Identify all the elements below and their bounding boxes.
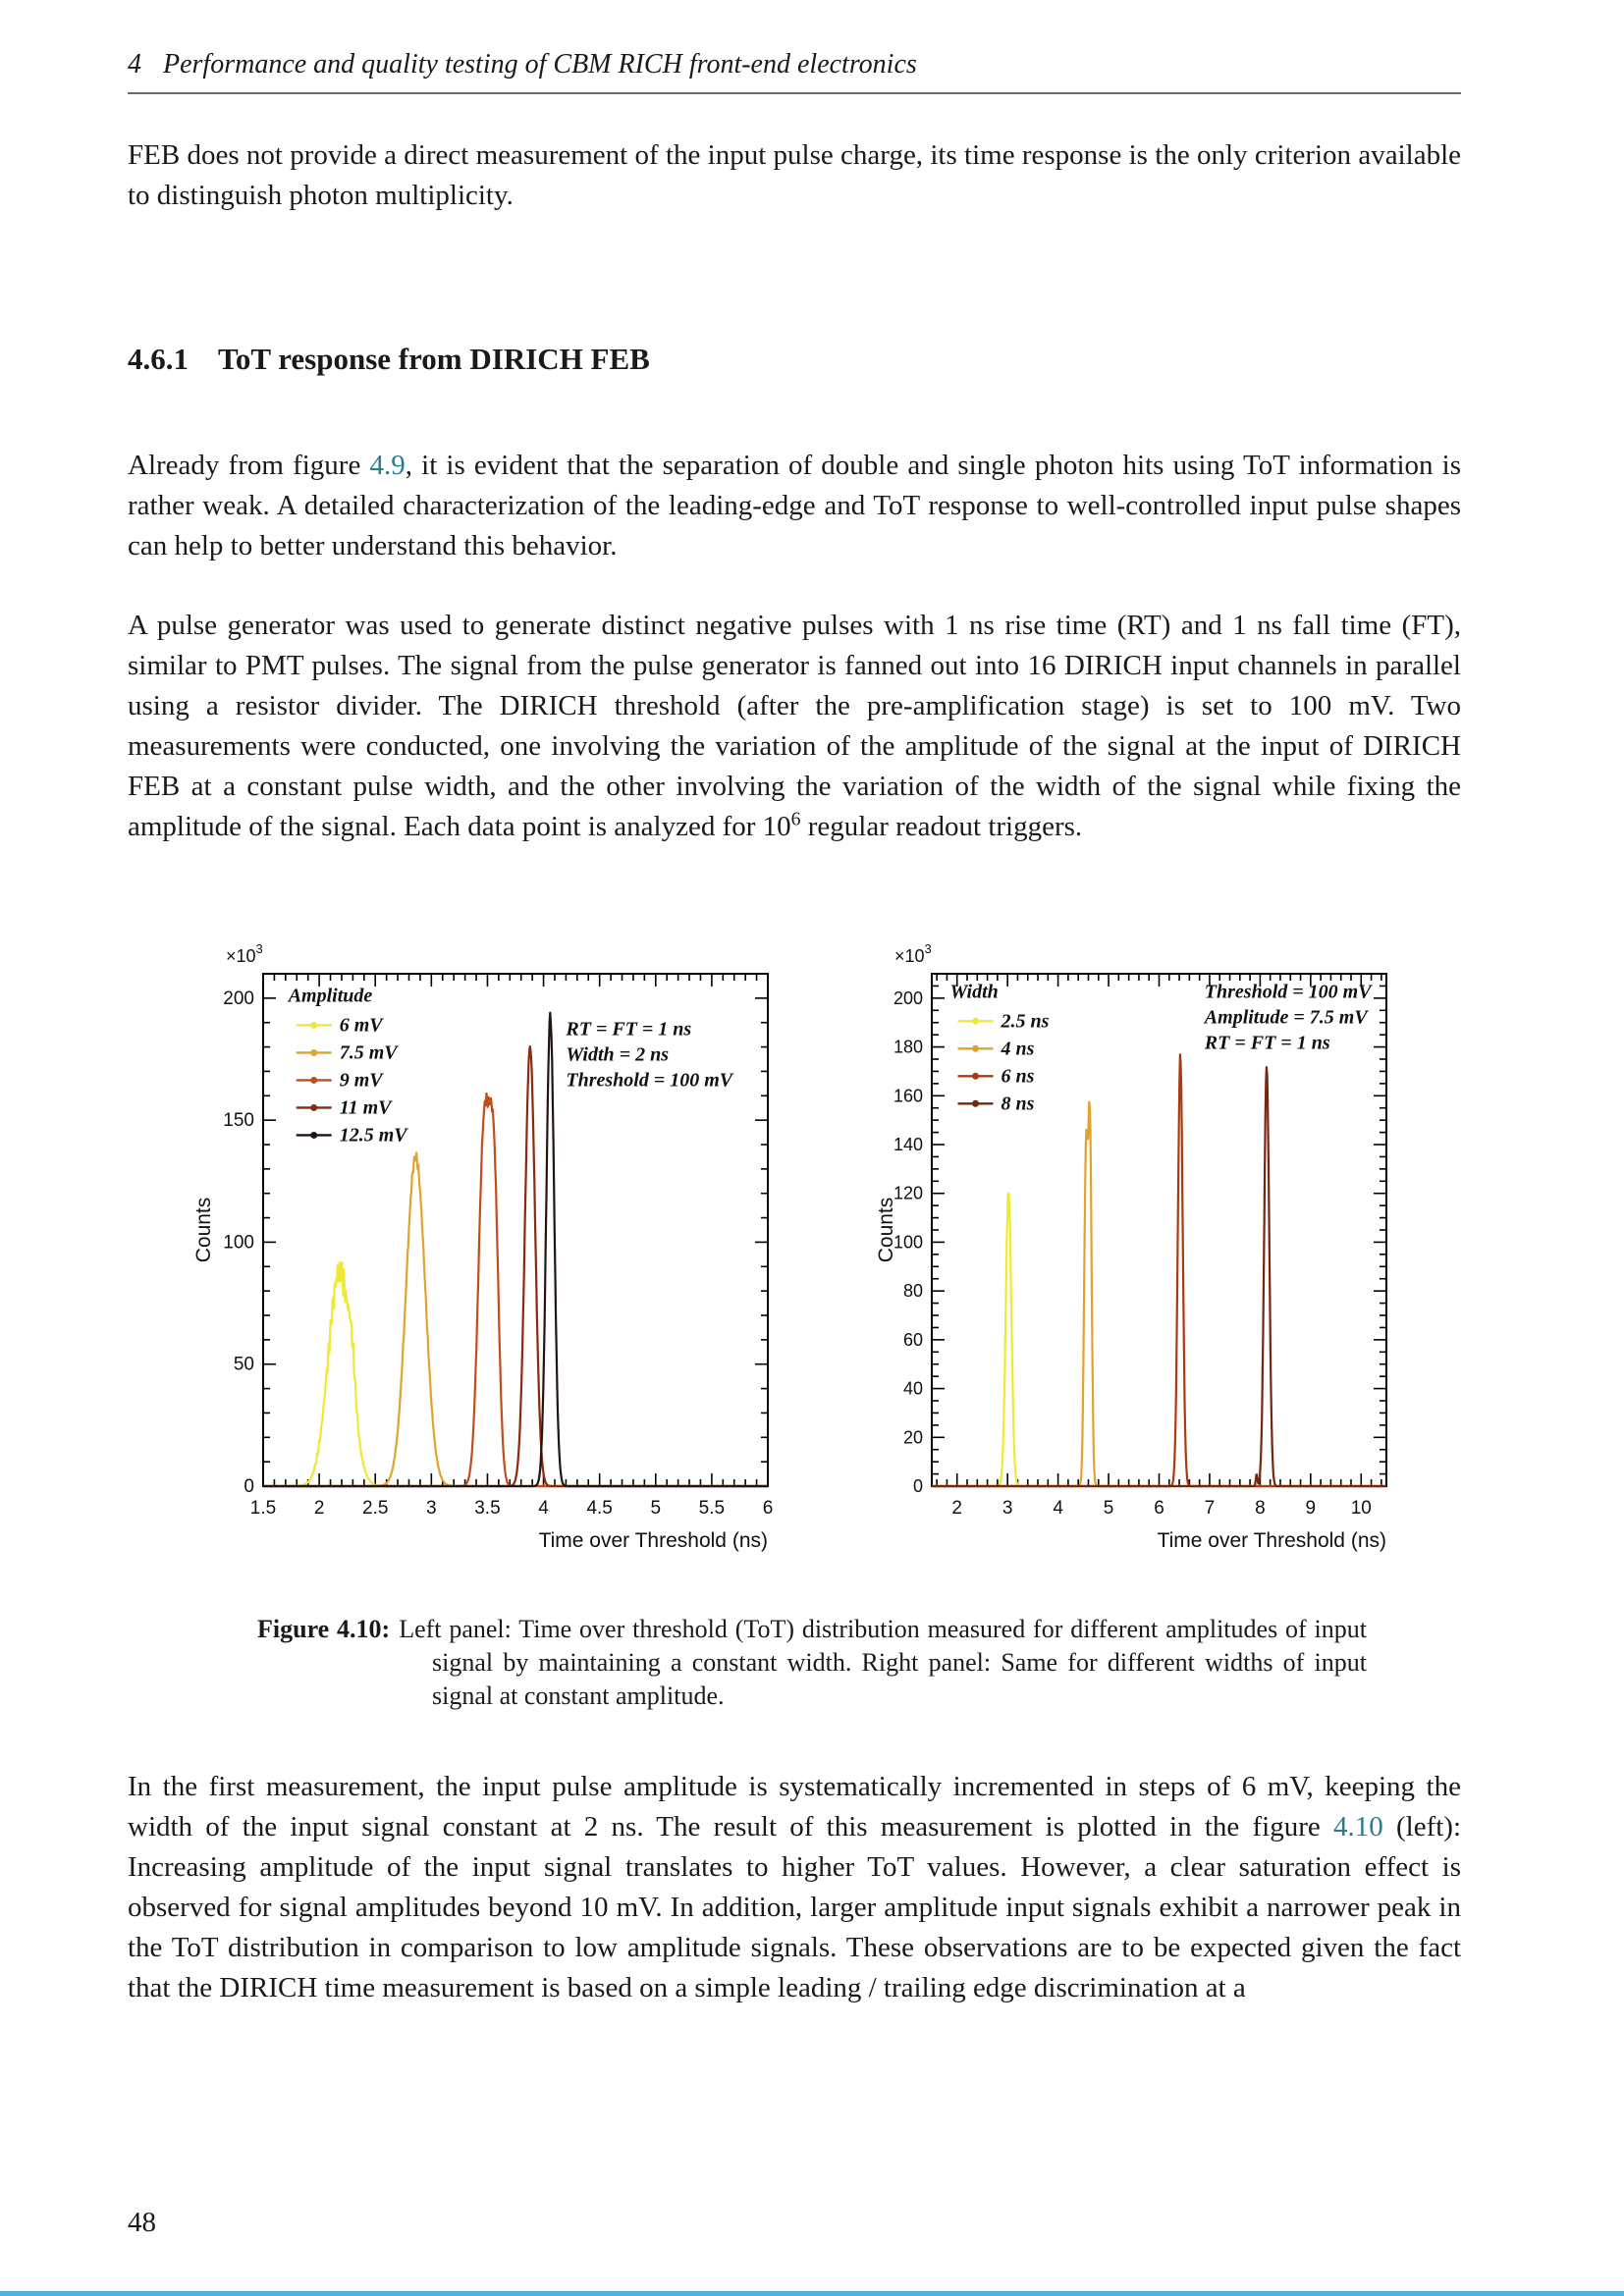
svg-text:Time over Threshold (ns): Time over Threshold (ns): [1157, 1529, 1386, 1552]
svg-text:RT = FT = 1 ns: RT = FT = 1 ns: [566, 1018, 692, 1041]
svg-text:20: 20: [902, 1427, 923, 1448]
svg-text:11 mV: 11 mV: [339, 1096, 392, 1119]
svg-text:Width = 2 ns: Width = 2 ns: [566, 1043, 669, 1066]
text-segment: FEB does not provide a direct measurement of the input pulse charge, its time response is the only criterion available to distinguish photon multiplicity.: [128, 139, 1461, 211]
section-heading: [128, 342, 1461, 377]
figure-caption: [257, 1613, 1367, 1713]
svg-text:140: 140: [893, 1135, 923, 1154]
svg-text:7.5 mV: 7.5 mV: [339, 1041, 398, 1064]
right-chart-tot-vs-width: [873, 940, 1398, 1569]
svg-text:150: 150: [223, 1110, 254, 1132]
figure-caption-label: Figure 4.10:: [257, 1615, 391, 1643]
svg-text:2.5 ns: 2.5 ns: [1001, 1010, 1050, 1033]
text-segment: , it is evident that the separation of double and single photon hits using ToT information is rather weak. A detailed characterization of the leading-edge and ToT response to well-controlled input pulse shapes can help to better understand this behavior.: [128, 450, 1462, 561]
svg-text:80: 80: [902, 1281, 923, 1302]
svg-text:6 mV: 6 mV: [339, 1014, 383, 1037]
svg-text:Counts: Counts: [192, 1197, 215, 1263]
svg-text:3: 3: [1001, 1498, 1013, 1519]
svg-text:×103: $\times 10^3$: [226, 941, 263, 966]
figure-caption-text: [399, 1615, 1367, 1710]
charts-row: [128, 940, 1461, 1569]
svg-text:0: 0: [912, 1476, 923, 1496]
superscript: 6: [790, 808, 801, 830]
svg-text:200: 200: [893, 988, 923, 1008]
svg-text:9: 9: [1305, 1498, 1317, 1519]
svg-text:200: 200: [223, 988, 254, 1009]
svg-text:Amplitude: Amplitude: [288, 985, 373, 1007]
running-header: [128, 49, 1461, 94]
svg-text:5: 5: [1103, 1498, 1114, 1519]
svg-text:100: 100: [223, 1232, 254, 1254]
svg-text:160: 160: [893, 1086, 923, 1106]
svg-text:1.5: 1.5: [249, 1498, 277, 1519]
svg-text:120: 120: [893, 1183, 923, 1203]
svg-text:60: 60: [902, 1329, 923, 1350]
paragraph-pulse-generator: [128, 606, 1461, 847]
svg-text:2.5: 2.5: [362, 1498, 389, 1519]
svg-text:Threshold = 100 mV: Threshold = 100 mV: [1204, 981, 1372, 1003]
svg-text:40: 40: [902, 1378, 923, 1399]
svg-text:2: 2: [313, 1498, 325, 1519]
svg-text:6 ns: 6 ns: [1001, 1065, 1035, 1088]
svg-text:6: 6: [1154, 1498, 1164, 1519]
paragraph-intro: [128, 135, 1461, 216]
svg-text:8: 8: [1255, 1498, 1266, 1519]
svg-text:50: 50: [233, 1354, 254, 1375]
svg-text:2: 2: [951, 1498, 963, 1519]
svg-text:4.5: 4.5: [586, 1498, 613, 1519]
svg-text:9 mV: 9 mV: [339, 1069, 383, 1092]
svg-text:4: 4: [1053, 1498, 1063, 1519]
page-number: 48: [128, 2207, 156, 2238]
text-segment: Left panel: Time over threshold (ToT) distribution measured for different amplitudes of input signal by maintaining a constant width. Right panel: Same for different widths of input signal at constant amplitude.: [399, 1615, 1367, 1710]
text-segment: (left): Increasing amplitude of the input signal translates to higher ToT values. However, a clear saturation effect is observed for signal amplitudes beyond 10 mV. In addition, larger amplitude input signals exhibit a narrower peak in the ToT distribution in comparison to low amplitude signals. These observations are to be expected given the fact that the DIRICH time measurement is based on a simple leading / trailing edge discrimination at a: [128, 1811, 1462, 2003]
svg-text:6: 6: [762, 1498, 774, 1519]
svg-text:Time over Threshold (ns): Time over Threshold (ns): [538, 1529, 768, 1552]
text-segment: regular readout triggers.: [800, 811, 1083, 842]
svg-text:12.5 mV: 12.5 mV: [339, 1124, 407, 1147]
svg-text:4: 4: [538, 1498, 549, 1519]
svg-text:7: 7: [1204, 1498, 1216, 1519]
svg-text:8 ns: 8 ns: [1001, 1093, 1035, 1115]
paragraph-first-measurement: [128, 1767, 1461, 2008]
svg-text:10: 10: [1350, 1498, 1372, 1519]
svg-text:100: 100: [893, 1232, 923, 1253]
paragraph-already-from-figure: [128, 446, 1461, 566]
chapter-title: Performance and quality testing of CBM RICH front-end electronics: [163, 49, 917, 80]
svg-text:3: 3: [426, 1498, 437, 1519]
svg-text:5: 5: [650, 1498, 662, 1519]
svg-text:180: 180: [893, 1037, 923, 1057]
svg-text:3.5: 3.5: [474, 1498, 501, 1519]
svg-text:0: 0: [244, 1476, 254, 1497]
section-title: ToT response from DIRICH FEB: [218, 342, 650, 376]
text-segment: In the first measurement, the input pulse amplitude is systematically incremented in steps of 6 mV, keeping the width of the input signal constant at 2 ns. The result of this measurement is plotted in the figure: [128, 1771, 1461, 1842]
svg-text:5.5: 5.5: [698, 1498, 726, 1519]
svg-text:×103: $\times 10^3$: [894, 941, 932, 966]
svg-text:Threshold = 100 mV: Threshold = 100 mV: [566, 1069, 733, 1092]
left-chart-tot-vs-amplitude: [190, 940, 780, 1569]
svg-text:Counts: Counts: [875, 1197, 897, 1263]
viewer-bottom-edge: [0, 2291, 1624, 2296]
text-segment: Already from figure: [128, 450, 370, 481]
figure-reference-link[interactable]: 4.9: [369, 450, 406, 481]
svg-text:RT = FT = 1 ns: RT = FT = 1 ns: [1204, 1032, 1330, 1054]
chapter-number: 4: [128, 49, 141, 80]
figure-4-10: [128, 940, 1461, 1713]
figure-reference-link[interactable]: 4.10: [1333, 1811, 1383, 1842]
svg-text:Width: Width: [949, 981, 999, 1003]
section-number: 4.6.1: [128, 342, 189, 376]
text-segment: A pulse generator was used to generate distinct negative pulses with 1 ns rise time (RT) and 1 ns fall time (FT), similar to PMT pulses. The signal from the pulse generator is fanned out into 16 DIRICH input channels in parallel using a resistor divider. The DIRICH threshold (after the pre-amplification stage) is set to 100 mV. Two measurements were conducted, one involving the variation of the amplitude of the signal at the input of DIRICH FEB at a constant pulse width, and the other involving the variation of the width of the signal while fixing the amplitude of the signal. Each data point is analyzed for 10: [128, 610, 1461, 842]
svg-text:Amplitude = 7.5 mV: Amplitude = 7.5 mV: [1204, 1006, 1368, 1029]
svg-text:4 ns: 4 ns: [1001, 1038, 1035, 1060]
